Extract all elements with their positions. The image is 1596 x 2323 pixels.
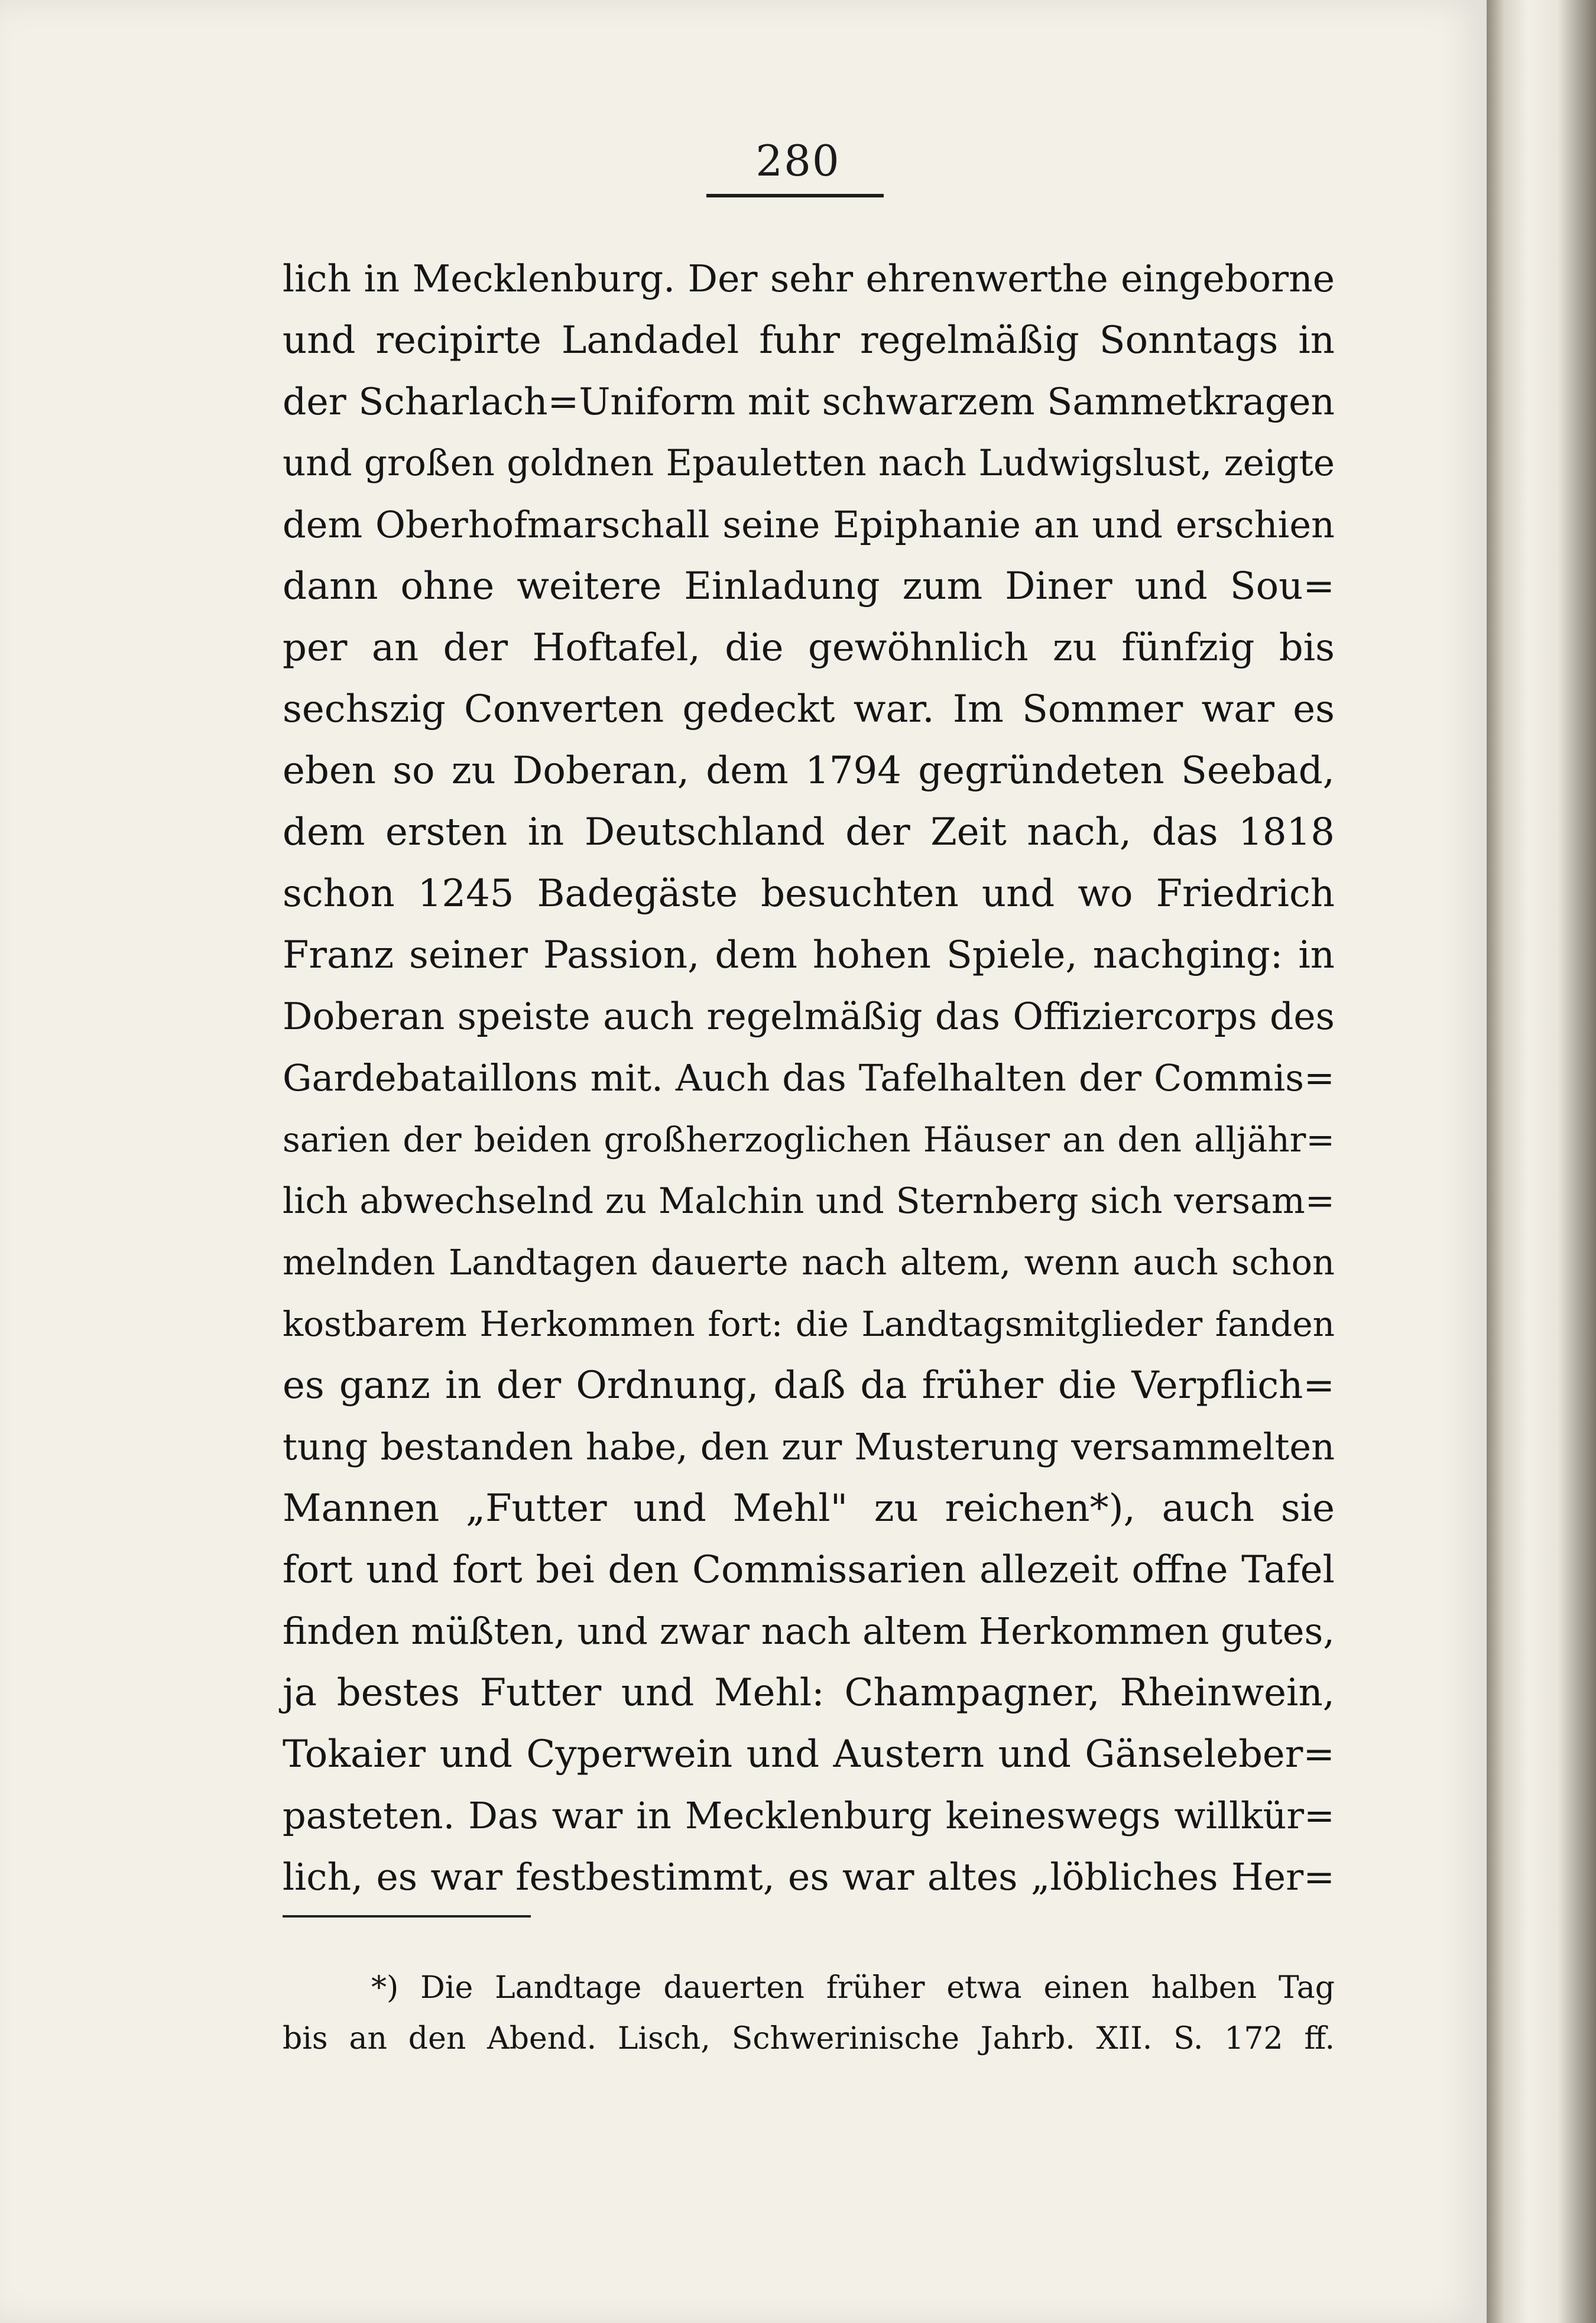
text-line: pasteten. Das war in Mecklenburg keineswegs willkür= — [283, 1794, 1335, 1837]
text-line: lich, es war festbestimmt, es war altes „löbliches Her= — [283, 1855, 1335, 1899]
text-line: Tokaier und Cyperwein und Austern und Gänseleber= — [283, 1732, 1335, 1776]
text-line: es ganz in der Ordnung, daß da früher die Verpflich= — [283, 1364, 1335, 1407]
text-line: Franz seiner Passion, dem hohen Spiele, nachging: in — [283, 933, 1335, 977]
body-text — [283, 248, 1335, 1908]
text-line: tung bestanden habe, den zur Musterung versammelten — [283, 1425, 1335, 1468]
text-line: dann ohne weitere Einladung zum Diner und Sou= — [283, 564, 1335, 608]
text-line: und großen goldnen Epauletten nach Ludwigslust, zeigte — [283, 442, 1335, 484]
text-line: schon 1245 Badegäste besuchten und wo Friedrich — [283, 872, 1335, 916]
text-line: per an der Hoftafel, die gewöhnlich zu fünfzig bis — [283, 626, 1335, 670]
text-line: Mannen „Futter und Mehl" zu reichen*), auch sie — [283, 1487, 1335, 1530]
text-line: lich in Mecklenburg. Der sehr ehrenwerthe eingeborne — [283, 257, 1335, 300]
footnote-line: bis an den Abend. Lisch, Schwerinische Jahrb. XII. S. 172 ff. — [283, 2021, 1335, 2056]
book-binding-edge — [1487, 0, 1596, 2323]
footnote — [283, 1962, 1335, 2064]
text-line: dem ersten in Deutschland der Zeit nach, das 1818 — [283, 810, 1335, 854]
text-line: und recipirte Landadel fuhr regelmäßig Sonntags in — [283, 319, 1335, 362]
text-line: dem Oberhofmarschall seine Epiphanie an und erschien — [283, 503, 1335, 546]
page-number-rule — [706, 194, 884, 197]
text-line: Doberan speiste auch regelmäßig das Offiziercorps des — [283, 995, 1335, 1038]
text-line: Gardebataillons mit. Auch das Tafelhalten der Commis= — [283, 1056, 1335, 1099]
footnote-line: *) Die Landtage dauerten früher etwa einen halben Tag — [371, 1970, 1335, 2006]
text-line: finden müßten, und zwar nach altem Herkommen gutes, — [283, 1610, 1335, 1653]
text-line: sarien der beiden großherzoglichen Häuser an den alljähr= — [283, 1120, 1335, 1160]
text-line: lich abwechselnd zu Malchin und Sternberg sich versam= — [283, 1180, 1335, 1222]
text-line: der Scharlach=Uniform mit schwarzem Sammetkragen — [283, 380, 1335, 423]
text-line: fort und fort bei den Commissarien allezeit offne Tafel — [283, 1548, 1335, 1592]
footnote-rule — [283, 1915, 531, 1918]
text-line: ja bestes Futter und Mehl: Champagner, Rheinwein, — [283, 1671, 1335, 1715]
text-line: kostbarem Herkommen fort: die Landtagsmitglieder fanden — [283, 1304, 1335, 1344]
page-number: 280 — [755, 136, 841, 186]
text-line: eben so zu Doberan, dem 1794 gegründeten Seebad, — [283, 749, 1335, 793]
text-line: melnden Landtagen dauerte nach altem, wenn auch schon — [283, 1242, 1335, 1283]
text-line: sechszig Converten gedeckt war. Im Sommer war es — [283, 687, 1335, 731]
